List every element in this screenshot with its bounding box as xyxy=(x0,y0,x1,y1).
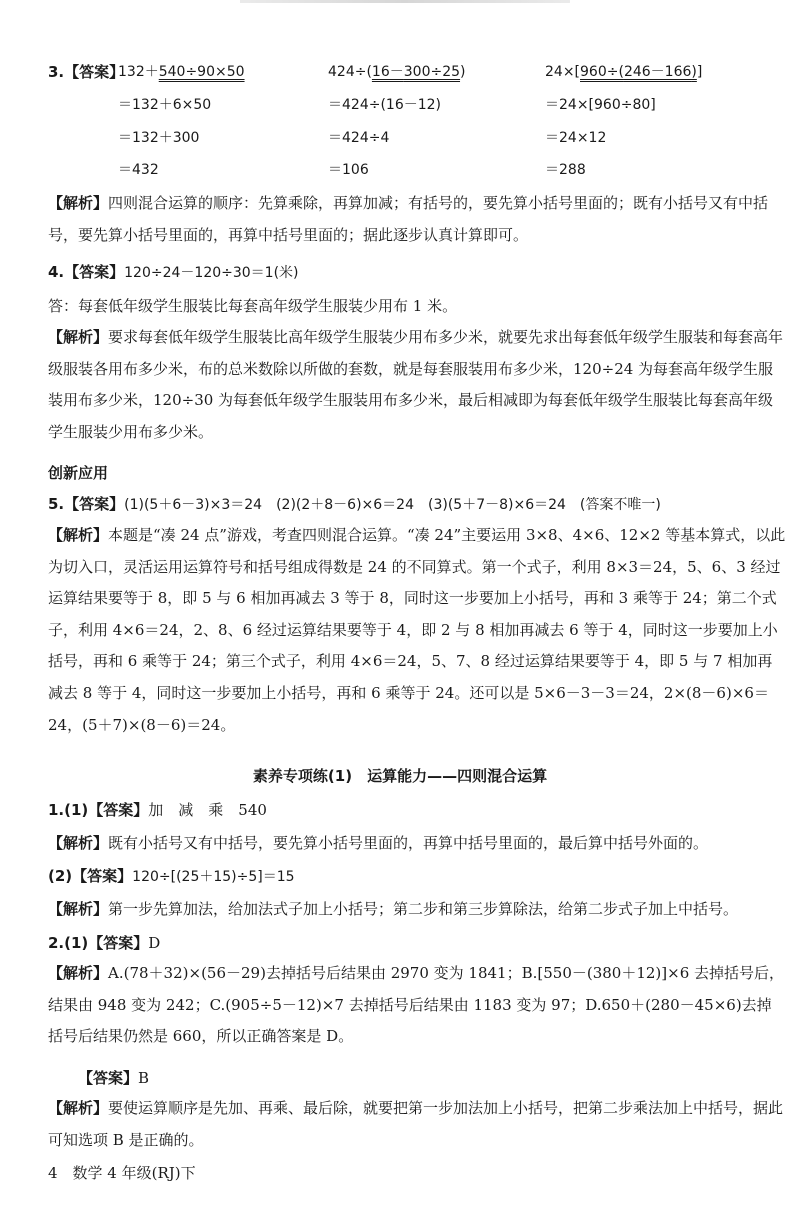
section-innovation-heading: 创新应用 xyxy=(48,464,109,482)
q3-analysis-label: 【解析】 xyxy=(48,194,109,212)
s2-p1-analysis-label: 【解析】 xyxy=(48,964,109,982)
s1-p1-analysis-label: 【解析】 xyxy=(48,834,109,852)
q5-analysis-text: 本题是“凑 24 点”游戏，考查四则混合运算。“凑 24”主要运用 3×8、4×6、12×2 等基本算式，以此为切入口，灵活运用运算符号和括号组成得数是 24 的不同算式。第一个式子，利用 8×3＝24，5、6、3 经过运算结果要等于 8，即 5 与 6 相加再减去 3 等于 8，同时这一步要加上小括号，再和 3 乘等于 24；第二个式子，利用 4×6＝24，2、8、6 经过运算结果要等于 4，即 2 与 8 相加再减去 6 等于 4，同时这一步要加上小括号，再和 6 乘等于 24；第三个式子，利用 4×6＝24，5、7、8 经过运算结果要等于 4，即 5 与 7 相加再减去 8 等于 4，同时这一步要加上小括号，再和 6 乘等于 24。还可以是 5×6－3－3＝24，2×(8－6)×6＝24，(5＋7)×(8－6)＝24。 xyxy=(48,526,786,734)
q3-col3-line1: ＝24×[960÷80] xyxy=(545,97,656,113)
q4-reply: 答：每套低年级学生服装比每套高年级学生服装少用布 1 米。 xyxy=(48,297,458,315)
s2-p1-analysis-text: A.(78＋32)×(56－29)去掉括号后结果由 2970 变为 1841；B.[550－(380＋12)]×6 去掉括号后，结果由 948 变为 242；C.(905÷5－12)×7 去掉括号后结果由 1183 变为 97；D.650＋(280－45×6)去掉括号后结果仍然是 660，所以正确答案是 D。 xyxy=(48,964,785,1046)
s1-p1-answer: 加 减 乘 540 xyxy=(148,801,267,819)
q3-col2-line3: ＝106 xyxy=(328,162,369,178)
q5-label: 5.【答案】 xyxy=(48,495,125,513)
s1-p1-analysis-text: 既有小括号又有中括号，要先算小括号里面的，再算中括号里面的，最后算中括号外面的。 xyxy=(108,834,709,852)
s1-p2-analysis xyxy=(48,899,738,919)
q3-col2-line2: ＝424÷4 xyxy=(328,130,390,146)
s2-p1-answer-line xyxy=(48,933,160,953)
q5-analysis xyxy=(48,520,786,741)
s1-p2-label: (2)【答案】 xyxy=(48,867,133,885)
s2-p2-label: 【答案】 xyxy=(78,1069,139,1087)
q4-analysis-text: 要求每套低年级学生服装比高年级学生服装少用布多少米，就要先求出每套低年级学生服装和每套高年级服装各用布多少米，布的总米数除以所做的套数，就是每套服装用布多少米，120÷24 为每套高年级学生服装用布多少米，120÷30 为每套低年级学生服装用布多少米，最后相减即为每套低年级学生服装比每套高年级学生服装少用布多少米。 xyxy=(48,328,784,441)
q4-analysis xyxy=(48,322,786,448)
s1-p2-analysis-text: 第一步先算加法，给加法式子加上小括号；第二步和第三步算除法，给第二步式子加上中括号。 xyxy=(108,900,739,918)
q3-col1-line1: ＝132＋6×50 xyxy=(118,97,212,113)
q3-col3-line3: ＝288 xyxy=(545,162,586,178)
q4-analysis-label: 【解析】 xyxy=(48,328,109,346)
s2-p1-answer: D xyxy=(148,934,161,952)
q3-analysis-text: 四则混合运算的顺序：先算乘除，再算加减；有括号的，要先算小括号里面的；既有小括号又有中括号，要先算小括号里面的，再算中括号里面的；据此逐步认真计算即可。 xyxy=(48,194,769,244)
q5-answer: (1)(5＋6－3)×3＝24 (2)(2＋8－6)×6＝24 (3)(5＋7－8)×6＝24 (答案不唯一) xyxy=(124,497,661,513)
q4-answer: 120÷24－120÷30＝1(米) xyxy=(124,265,299,281)
s1-p2-answer: 120÷[(25＋15)÷5]＝15 xyxy=(132,869,295,885)
s2-p2-analysis xyxy=(48,1093,786,1156)
q3-col3-line2: ＝24×12 xyxy=(545,130,607,146)
s2-p1-label: 2.(1)【答案】 xyxy=(48,934,149,952)
q5-answer-line xyxy=(48,494,661,515)
q3-col2-line0: 424÷(16－300÷25) xyxy=(328,64,466,80)
s1-p2-answer-line xyxy=(48,866,295,887)
q3-label: 3.【答案】 xyxy=(48,63,125,81)
s2-p2-analysis-text: 要使运算顺序是先加、再乘、最后除，就要把第一步加法加上小括号，把第二步乘法加上中括号，据此可知选项 B 是正确的。 xyxy=(48,1099,784,1149)
s2-p1-analysis xyxy=(48,958,786,1053)
s1-p1-analysis xyxy=(48,833,708,853)
s1-p2-analysis-label: 【解析】 xyxy=(48,900,109,918)
q3-col2-line1: ＝424÷(16－12) xyxy=(328,97,442,113)
q3-col1-line0: 132＋540÷90×50 xyxy=(118,64,245,80)
s2-p2-answer-line xyxy=(78,1068,149,1088)
q3-col3-line0: 24×[960÷(246－166)] xyxy=(545,64,703,80)
q4-label: 4.【答案】 xyxy=(48,263,125,281)
s2-p2-answer: B xyxy=(138,1069,150,1087)
q3-analysis xyxy=(48,188,786,251)
q4-answer-line xyxy=(48,262,299,283)
q5-analysis-label: 【解析】 xyxy=(48,526,109,544)
page-footer: 4 数学 4 年级(RJ)下 xyxy=(48,1164,196,1182)
s2-p2-analysis-label: 【解析】 xyxy=(48,1099,109,1117)
q3-col1-line3: ＝432 xyxy=(118,162,159,178)
scan-edge-mark xyxy=(240,0,570,3)
q3-col1-line2: ＝132＋300 xyxy=(118,130,200,146)
s1-p1-answer-line xyxy=(48,800,267,820)
special-practice-title: 素养专项练(1) 运算能力——四则混合运算 xyxy=(252,767,548,785)
s1-p1-label: 1.(1)【答案】 xyxy=(48,801,149,819)
